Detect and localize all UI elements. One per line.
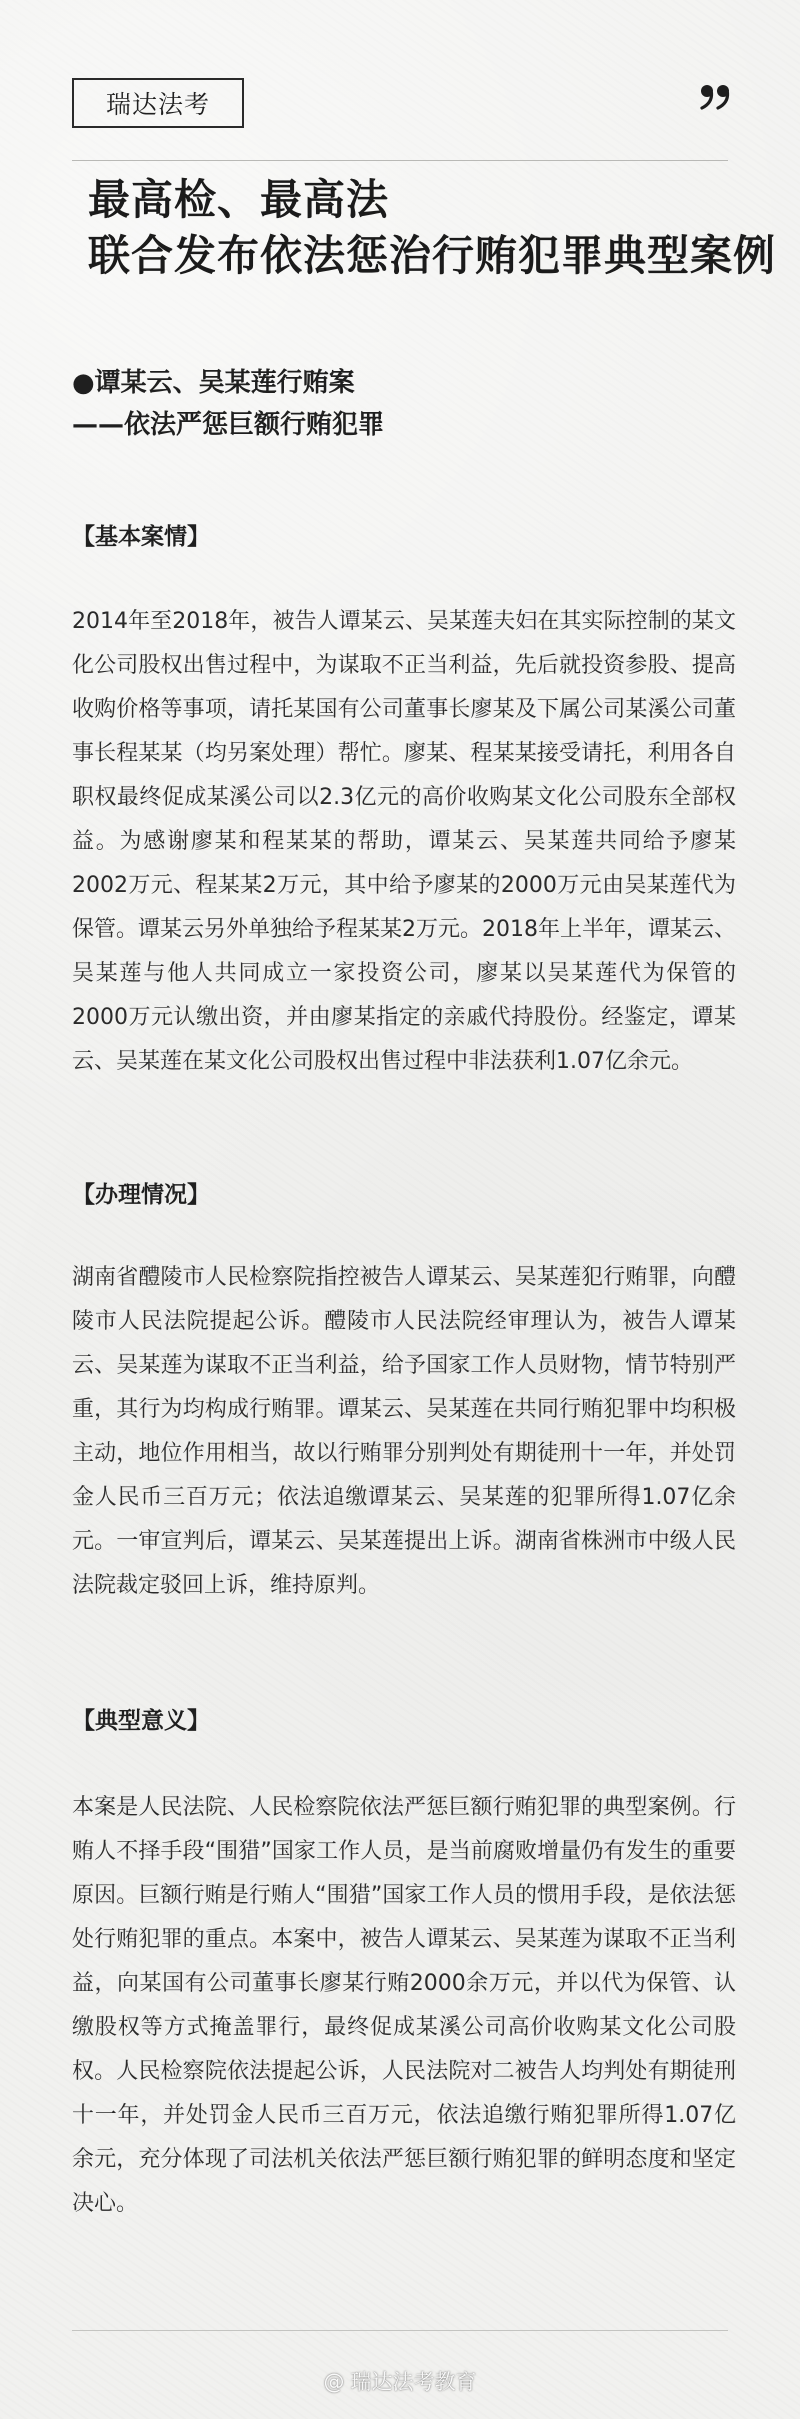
section-label-handling: 【办理情况】	[72, 1182, 210, 1208]
quote-icon	[696, 78, 736, 118]
section-text-significance: 本案是人民法院、人民检察院依法严惩巨额行贿犯罪的典型案例。行贿人不择手段“围猎”国家工作人员，是当前腐败增量仍有发生的重要原因。巨额行贿是行贿人“围猎”国家工作人员的惯用手段，是依法惩处行贿犯罪的重点。本案中，被告人谭某云、吴某莲为谋取不正当利益，向某国有公司董事长廖某行贿2000余万元，并以代为保管、认缴股权等方式掩盖罪行，最终促成某溪公司高价收购某文化公司股权。人民检察院依法提起公诉，人民法院对二被告人均判处有期徒刑十一年，并处罚金人民币三百万元，依法追缴行贿犯罪所得1.07亿余元，充分体现了司法机关依法严惩巨额行贿犯罪的鲜明态度和坚定决心。	[72, 1795, 736, 2216]
footer-divider	[72, 2330, 728, 2331]
title-line-2: 联合发布依法惩治行贿犯罪典型案例	[88, 231, 777, 280]
section-text-basic-facts: 2014年至2018年，被告人谭某云、吴某莲夫妇在其实际控制的某文化公司股权出售过程中，为谋取不正当利益，先后就投资参股、提高收购价格等事项，请托某国有公司董事长廖某及下属公司某溪公司董事长程某某（均另案处理）帮忙。廖某、程某某接受请托，利用各自职权最终促成某溪公司以2.3亿元的高价收购某文化公司股东全部权益。为感谢廖某和程某某的帮助，谭某云、吴某莲共同给予廖某2002万元、程某某2万元，其中给予廖某的2000万元由吴某莲代为保管。谭某云另外单独给予程某某2万元。2018年上半年，谭某云、吴某莲与他人共同成立一家投资公司，廖某以吴某莲代为保管的2000万元认缴出资，并由廖某指定的亲戚代持股份。经鉴定，谭某云、吴某莲在某文化公司股权出售过程中非法获利1.07亿余元。	[72, 609, 736, 1074]
section-label-basic-facts: 【基本案情】	[72, 524, 210, 550]
brand-label-text: 瑞达法考	[105, 90, 210, 119]
case-heading-line-1: ●谭某云、吴某莲行贿案	[72, 368, 355, 398]
brand-label	[72, 78, 244, 128]
title-line-1: 最高检、最高法	[88, 175, 390, 224]
weibo-watermark	[0, 2366, 800, 2396]
case-heading-line-2: ——依法严惩巨额行贿犯罪	[72, 410, 385, 440]
page-title	[88, 172, 777, 284]
section-label-significance: 【典型意义】	[72, 1708, 210, 1734]
case-heading	[72, 362, 732, 446]
watermark-at-sign: @	[323, 2370, 345, 2394]
header-divider	[72, 160, 728, 161]
section-text-handling: 湖南省醴陵市人民检察院指控被告人谭某云、吴某莲犯行贿罪，向醴陵市人民法院提起公诉。醴陵市人民法院经审理认为，被告人谭某云、吴某莲为谋取不正当利益，给予国家工作人员财物，情节特别严重，其行为均构成行贿罪。谭某云、吴某莲在共同行贿犯罪中均积极主动，地位作用相当，故以行贿罪分别判处有期徒刑十一年，并处罚金人民币三百万元；依法追缴谭某云、吴某莲的犯罪所得1.07亿余元。一审宣判后，谭某云、吴某莲提出上诉。湖南省株洲市中级人民法院裁定驳回上诉，维持原判。	[72, 1265, 736, 1598]
watermark-text: 瑞达法考教育	[350, 2370, 477, 2394]
